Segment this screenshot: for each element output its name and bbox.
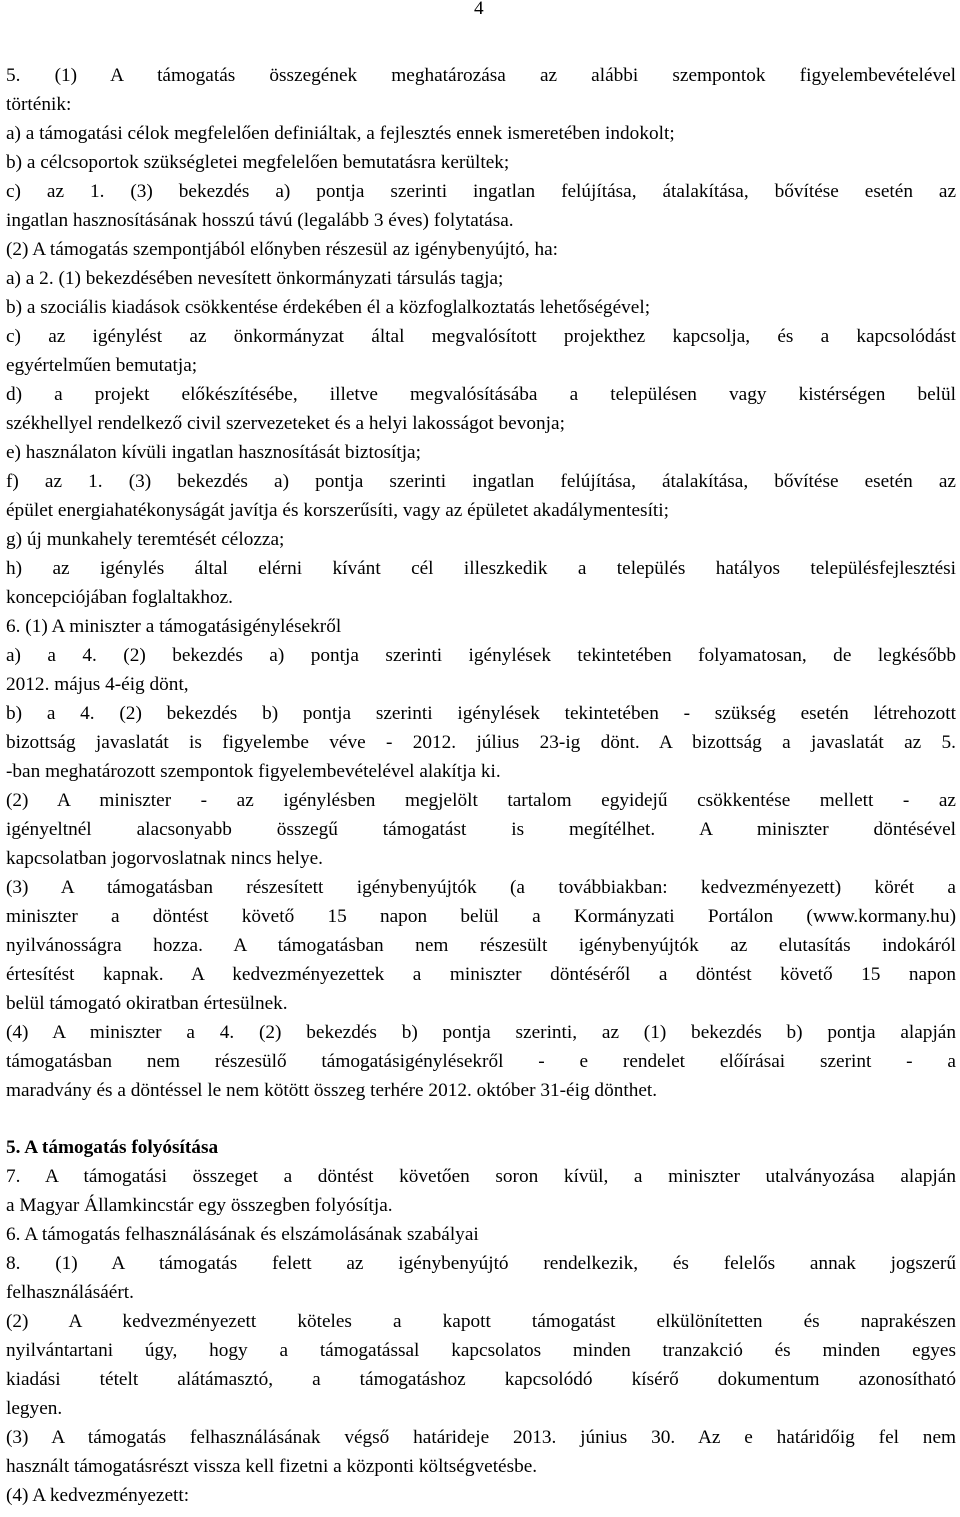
- page-number: 4: [474, 0, 484, 19]
- document-body: [6, 61, 956, 1510]
- text-line: (2) A támogatás szempontjából előnyben részesül az igénybenyújtó, ha:: [6, 239, 559, 260]
- text-line: 2012. május 4-éig dönt,: [6, 674, 189, 695]
- text-line: épület energiahatékonyságát javítja és korszerűsíti, vagy az épületet akadálymentesíti;: [6, 500, 669, 521]
- text-line: 5. (1) A támogatás összegének meghatározása az alábbi szempontok figyelembevételével: [6, 65, 956, 86]
- text-line: a) a támogatási célok megfelelően definiáltak, a fejlesztés ennek ismeretében indokolt;: [6, 123, 675, 144]
- text-line: d) a projekt előkészítésébe, illetve megvalósításába a településen vagy kistérségen belül: [6, 384, 956, 405]
- text-line: (3) A támogatás felhasználásának végső határideje 2013. június 30. Az e határidőig fel nem: [6, 1427, 956, 1448]
- text-line: (4) A miniszter a 4. (2) bekezdés b) pontja szerinti, az (1) bekezdés b) pontja alapján: [6, 1022, 956, 1043]
- text-line: 6. A támogatás felhasználásának és elszámolásának szabályai: [6, 1224, 479, 1245]
- text-line: székhellyel rendelkező civil szervezeteket és a helyi lakosságot bevonja;: [6, 413, 565, 434]
- text-line: (4) A kedvezményezett:: [6, 1485, 190, 1506]
- text-line: h) az igénylés által elérni kívánt cél illeszkedik a település hatályos településfejlesztési: [6, 558, 956, 579]
- text-line: maradvány és a döntéssel le nem kötött összeg terhére 2012. október 31-éig dönthet.: [6, 1080, 658, 1101]
- text-line: ingatlan hasznosításának hosszú távú (legalább 3 éves) folytatása.: [6, 210, 514, 231]
- text-line: c) az 1. (3) bekezdés a) pontja szerinti ingatlan felújítása, átalakítása, bővítése esetén az: [6, 181, 956, 202]
- text-line: használt támogatásrészt vissza kell fizetni a központi költségvetésbe.: [6, 1456, 538, 1477]
- text-line: b) a szociális kiadások csökkentése érdekében él a közfoglalkoztatás lehetőségével;: [6, 297, 651, 318]
- text-line: egyértelműen bemutatja;: [6, 355, 198, 376]
- text-line: (2) A miniszter - az igénylésben megjelölt tartalom egyidejű csökkentése mellett - az: [6, 790, 956, 811]
- text-line: a) a 2. (1) bekezdésében nevesített önkormányzati társulás tagja;: [6, 268, 504, 289]
- text-line: igényeltnél alacsonyabb összegű támogatást is megítélhet. A miniszter döntésével: [6, 819, 956, 840]
- text-line: nyilvántartani úgy, hogy a támogatással kapcsolatos minden tranzakció és minden egyes: [6, 1340, 956, 1361]
- text-line: (2) A kedvezményezett köteles a kapott támogatást elkülönítetten és naprakészen: [6, 1311, 956, 1332]
- text-line: g) új munkahely teremtését célozza;: [6, 529, 285, 550]
- text-line: b) a 4. (2) bekezdés b) pontja szerinti igénylések tekintetében - szükség esetén létrehozott: [6, 703, 956, 724]
- text-line: e) használaton kívüli ingatlan hasznosítását biztosítja;: [6, 442, 421, 463]
- section-heading: 5. A támogatás folyósítása: [6, 1137, 219, 1158]
- text-line: f) az 1. (3) bekezdés a) pontja szerinti ingatlan felújítása, átalakítása, bővítése esetén az: [6, 471, 956, 492]
- text-line: belül támogató okiratban értesülnek.: [6, 993, 288, 1014]
- text-line: a Magyar Államkincstár egy összegben folyósítja.: [6, 1195, 393, 1216]
- text-line: -ban meghatározott szempontok figyelembevételével alakítja ki.: [6, 761, 501, 782]
- text-line: koncepciójában foglaltakhoz.: [6, 587, 233, 608]
- text-line: c) az igénylést az önkormányzat által megvalósított projekthez kapcsolja, és a kapcsolódást: [6, 326, 956, 347]
- text-line: értesítést kapnak. A kedvezményezettek a miniszter döntéséről a döntést követő 15 napon: [6, 964, 956, 985]
- text-line: támogatásban nem részesülő támogatásigénylésekről - e rendelet előírásai szerint - a: [6, 1051, 956, 1072]
- text-line: történik:: [6, 94, 72, 115]
- text-line: kiadási tételt alátámasztó, a támogatáshoz kapcsolódó kísérő dokumentum azonosítható: [6, 1369, 956, 1390]
- text-line: 6. (1) A miniszter a támogatásigénylésekről: [6, 616, 342, 637]
- text-line: miniszter a döntést követő 15 napon belül a Kormányzati Portálon (www.kormany.hu): [6, 906, 956, 927]
- text-line: b) a célcsoportok szükségletei megfelelően bemutatásra kerültek;: [6, 152, 510, 173]
- text-line: felhasználásáért.: [6, 1282, 134, 1303]
- text-line: bizottság javaslatát is figyelembe véve - 2012. július 23-ig dönt. A bizottság a javaslatát az 5.: [6, 732, 956, 753]
- section-spacer: [6, 1105, 956, 1133]
- text-line: legyen.: [6, 1398, 63, 1419]
- text-line: kapcsolatban jogorvoslatnak nincs helye.: [6, 848, 323, 869]
- text-line: a) a 4. (2) bekezdés a) pontja szerinti igénylések tekintetében folyamatosan, de legkésőbb: [6, 645, 956, 666]
- text-line: 8. (1) A támogatás felett az igénybenyújtó rendelkezik, és felelős annak jogszerű: [6, 1253, 956, 1274]
- text-line: (3) A támogatásban részesített igénybenyújtók (a továbbiakban: kedvezményezett) körét a: [6, 877, 956, 898]
- text-line: nyilvánosságra hozza. A támogatásban nem részesült igénybenyújtók az elutasítás indokáról: [6, 935, 956, 956]
- text-line: 7. A támogatási összeget a döntést követően soron kívül, a miniszter utalványozása alapján: [6, 1166, 956, 1187]
